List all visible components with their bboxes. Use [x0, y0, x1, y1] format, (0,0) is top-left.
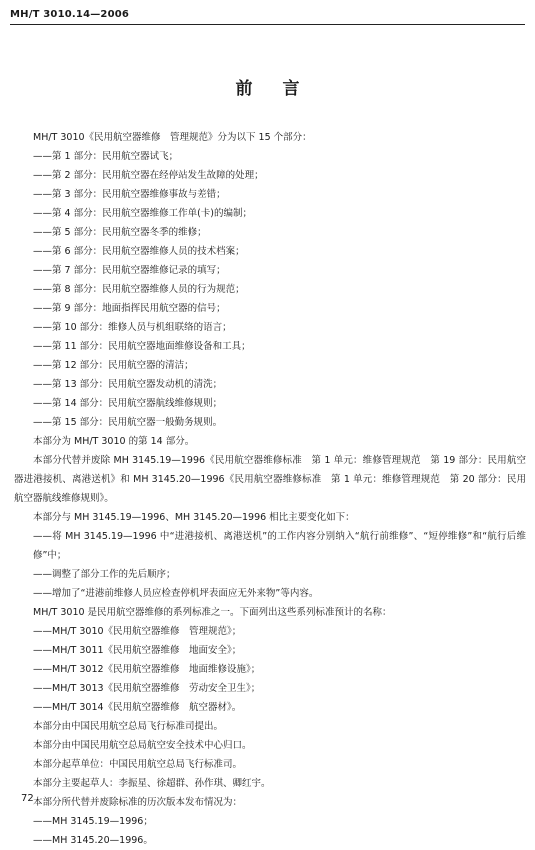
proposed-by-paragraph: 本部分由中国民用航空总局飞行标准司提出。: [33, 721, 224, 732]
list-item: ——增加了“进港前维修人员应检查停机坪表面应无外来物”等内容。: [33, 588, 319, 599]
list-item: ——第 11 部分：民用航空器地面维修设备和工具；: [33, 341, 251, 352]
list-item: ——MH/T 3010《民用航空器维修 管理规范》；: [33, 626, 242, 637]
list-item: ——第 1 部分：民用航空器试飞；: [33, 151, 179, 162]
series-list: [14, 622, 526, 717]
list-item: ——第 6 部分：民用航空器维修人员的技术档案；: [33, 246, 245, 257]
intro-paragraph: MH/T 3010《民用航空器维修 管理规范》分为以下 15 个部分：: [33, 132, 312, 143]
list-item: ——第 8 部分：民用航空器维修人员的行为规范；: [33, 284, 245, 295]
list-item: ——MH 3145.20—1996。: [33, 835, 153, 846]
list-item: ——第 4 部分：民用航空器维修工作单(卡)的编制；: [33, 208, 252, 219]
parts-list: [14, 147, 526, 432]
list-item: ——第 2 部分：民用航空器在经停站发生故障的处理；: [33, 170, 264, 181]
drafters-paragraph: 本部分主要起草人：李振星、徐超群、孙作琪、卿红宇。: [33, 778, 271, 789]
list-item: ——调整了部分工作的先后顺序；: [33, 569, 176, 580]
preface-body: [14, 128, 526, 850]
list-item: ——MH 3145.19—1996；: [33, 816, 153, 827]
page-number: 72: [21, 793, 34, 804]
changes-list: [14, 527, 526, 603]
document-code-header: MH/T 3010.14—2006: [10, 9, 130, 20]
list-item: ——第 9 部分：地面指挥民用航空器的信号；: [33, 303, 226, 314]
list-item: ——第 12 部分：民用航空器的清洁；: [33, 360, 194, 371]
list-item: ——第 13 部分：民用航空器发动机的清洗；: [33, 379, 223, 390]
drafting-unit-paragraph: 本部分起草单位：中国民用航空总局飞行标准司。: [33, 759, 243, 770]
replaces-paragraph: 本部分代替并废除 MH 3145.19—1996《民用航空器维修标准 第 1 单元：维修管理规范 第 19 部分：民用航空器进港接机、离港送机》和 MH 3145.20—1996《民用航空器维修标准 第 1 单元：维修管理规范 第 20 部分：民用航空器航线维修规则》。: [14, 455, 526, 504]
managed-by-paragraph: 本部分由中国民用航空总局航空安全技术中心归口。: [33, 740, 252, 751]
list-item: ——MH/T 3011《民用航空器维修 地面安全》；: [33, 645, 242, 656]
this-part-paragraph: 本部分为 MH/T 3010 的第 14 部分。: [33, 436, 195, 447]
list-item: ——将 MH 3145.19—1996 中“进港接机、离港送机”的工作内容分别纳入“航行前维修”、“短停维修”和“航行后维修”中；: [33, 531, 526, 561]
history-intro-paragraph: 本部分所代替并废除标准的历次版本发布情况为：: [33, 797, 243, 808]
list-item: ——第 3 部分：民用航空器维修事故与差错；: [33, 189, 226, 200]
history-list: [14, 812, 526, 850]
changes-intro-paragraph: 本部分与 MH 3145.19—1996、MH 3145.20—1996 相比主要变化如下：: [33, 512, 355, 523]
list-item: ——MH/T 3014《民用航空器维修 航空器材》。: [33, 702, 242, 713]
list-item: ——第 14 部分：民用航空器航线维修规则；: [33, 398, 223, 409]
list-item: ——第 10 部分：维修人员与机组联络的语言；: [33, 322, 232, 333]
list-item: ——MH/T 3013《民用航空器维修 劳动安全卫生》；: [33, 683, 261, 694]
header-divider: [10, 24, 525, 25]
page-title: 前言: [235, 79, 330, 99]
list-item: ——MH/T 3012《民用航空器维修 地面维修设施》；: [33, 664, 261, 675]
list-item: ——第 5 部分：民用航空器冬季的维修；: [33, 227, 207, 238]
list-item: ——第 7 部分：民用航空器维修记录的填写；: [33, 265, 226, 276]
list-item: ——第 15 部分：民用航空器一般勤务规则。: [33, 417, 223, 428]
series-intro-paragraph: MH/T 3010 是民用航空器维修的系列标准之一。下面列出这些系列标准预计的名称：: [33, 607, 392, 618]
